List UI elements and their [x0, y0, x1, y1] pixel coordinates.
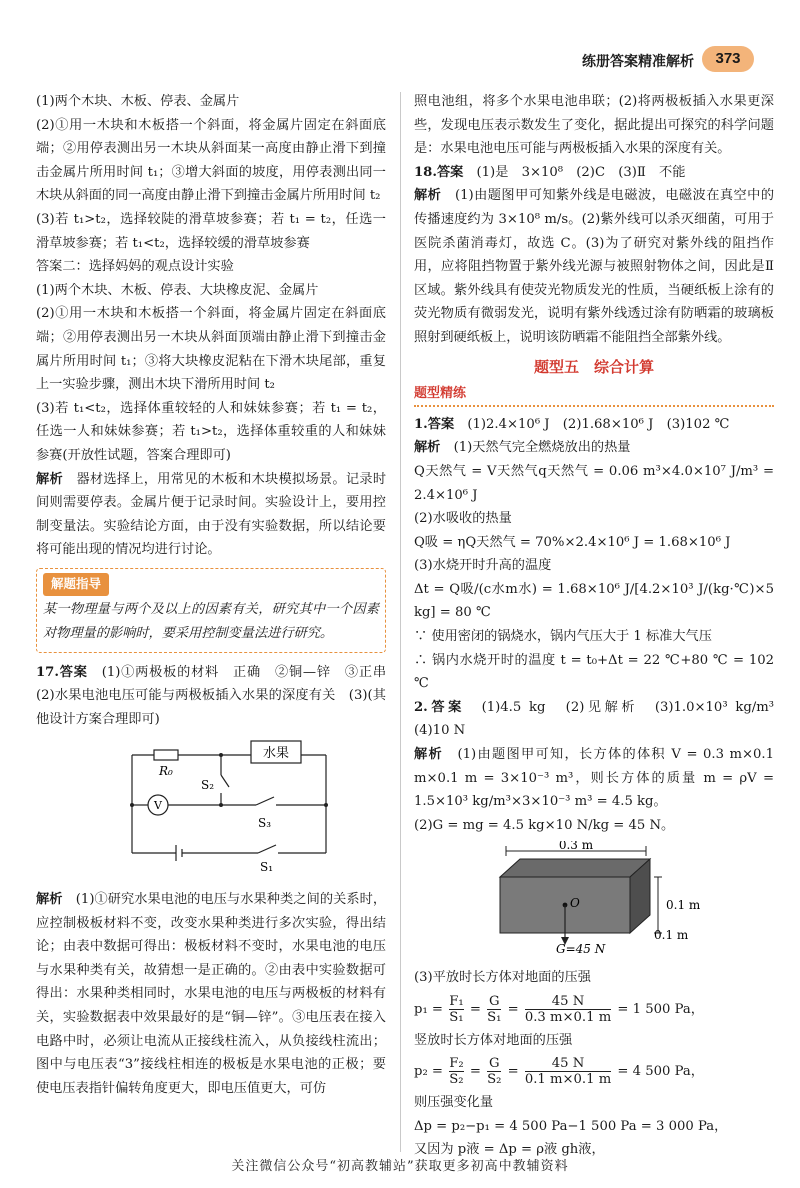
width-label: 0.1 m — [654, 928, 689, 943]
answer-text: (1)2.4×10⁶ J (2)1.68×10⁶ J (3)102 ℃ — [467, 416, 730, 432]
fraction — [487, 994, 501, 1025]
numerator: 45 N — [525, 994, 611, 1010]
s3-label: S₃ — [258, 816, 272, 831]
analysis-text: (1)①研究水果电池的电压与水果种类之间的关系时，应控制极板材料不变，改变水果种类进行多次实验，得出结论；由表中数据可得出：极板材料不变时，水果电池的电压与水果种类有关，故猜想一是正确的。②由表中实验数据可得出：水果种类相同时，水果电池的电压与两极板的材料有关，实验数据表中效果最好的是“铜—锌”。③电压表在接入电路中时，必须让电流从正接线柱流入，从负接线柱流出；图中与电压表“3”接线柱相连的极板是水果电池的正极；要使电压表指针偏转角度更大，即电压值更大，可仿 — [36, 892, 387, 1096]
numerator: 45 N — [525, 1056, 611, 1072]
analysis-text: 器材选择上，用常见的木板和木块模拟场景。记录时间则需要停表。金属片便于记录时间。实验设计上，要用控制变量法。实验结论方面，由于没有实验数据，所以结论要将可能出现的情况均进行讨论。 — [36, 471, 387, 558]
analysis-label: 解析 — [36, 892, 63, 908]
calc-1-answer — [414, 413, 774, 437]
denominator: S₁ — [487, 1009, 502, 1025]
paragraph: (2)①用一木块和木板搭一个斜面，将金属片固定在斜面底端；②用停表测出另一木块从斜面顶端由静止滑下到撞击金属片所用时间 t₁；③将大块橡皮泥粘在下滑木块尾部，重复上一实验步骤，测出木块下滑所用时间 t₂ — [36, 306, 386, 393]
answer-label: 答案 — [427, 699, 465, 715]
formula-line: ∴ 锅内水烧开时的温度 t = t₀+Δt = 22 ℃+80 ℃ = 102 ℃ — [414, 652, 774, 692]
height-label: 0.1 m — [666, 898, 701, 913]
length-label: 0.3 m — [558, 841, 594, 853]
answer-label: 答案 — [427, 416, 455, 432]
page-header — [0, 44, 800, 80]
denominator: S₂ — [449, 1072, 464, 1088]
paragraph: (3)若 t₁<t₂，选择体重较轻的人和妹妹参赛；若 t₁ = t₂，任选一人和妹妹参赛；若 t₁>t₂，选择体重较重的人和妹妹参赛(开放性试题，答案合理即可) — [36, 400, 386, 463]
weight-label: G=45 N — [556, 942, 606, 954]
paragraph: 照电池组，将多个水果电池串联；(2)将两极板插入水果更深些，发现电压表示数发生了变化，据此提出可探究的科学问题是：水果电池电压可能与两极板插入水果的深度有关。 — [414, 94, 774, 157]
paragraph: (1)两个木块、木板、停表、大块橡皮泥、金属片 — [36, 282, 319, 298]
analysis-text: (1)由题图甲可知，长方体的体积 V = 0.3 m×0.1 m×0.1 m = 3×10⁻³ m³，则长方体的质量 m = ρV = 1.5×10³ kg/m³×3×10⁻³ m³ = 4.5 kg。 — [414, 747, 775, 810]
formula-lhs: p₁ = — [414, 1001, 443, 1017]
analysis-label: 解析 — [414, 747, 443, 763]
fraction — [449, 1056, 463, 1087]
fruit-label: 水果 — [262, 746, 290, 762]
denominator: S₂ — [487, 1072, 502, 1088]
subsection-title: 题型精练 — [414, 381, 774, 407]
voltmeter-label: V — [154, 799, 162, 813]
paragraph: (2)①用一木块和木板搭一个斜面，将金属片固定在斜面底端；②用停表测出另一木块从斜面某一高度由静止滑下到撞击金属片所用时间 t₁；③增大斜面的坡度，用停表测出同一木块从斜面的同一高度由静止滑下到撞击金属片所用时间 t₂ — [36, 117, 386, 204]
s1-label: S₁ — [260, 860, 274, 875]
page-number: 373 — [702, 46, 754, 72]
formula-result: = 4 500 Pa， — [617, 1064, 704, 1080]
denominator: 0.1 m×0.1 m — [524, 1072, 612, 1088]
formula-line: 又因为 p液 = Δp = ρ液 gh液， — [414, 1142, 605, 1158]
tip-text: 某一物理量与两个及以上的因素有关，研究其中一个因素对物理量的影响时，要采用控制变量法进行研究。 — [43, 602, 379, 642]
center-label: O — [570, 896, 580, 911]
paragraph: 答案二：选择妈妈的观点设计实验 — [36, 259, 234, 275]
question-number: 18. — [414, 164, 437, 180]
text-line: 则压强变化量 — [414, 1095, 494, 1111]
answer-text: (1)①两极板的材料 正确 ②铜—锌 ③正串 (2)水果电池电压可能与两极板插入水果的深度有关 (3)(其他设计方案合理即可) — [36, 664, 400, 727]
formula-p1: p₁ = $\frac{\text{F₁}}{\text{S₁}}$ = $\frac{G}{\text{S₁}}$ = $\frac{45 N}{0.3 m\times 0.1 m}$ = 1 500 Pa， — [414, 993, 704, 1025]
formula-line: Q天然气 = V天然气q天然气 = 0.06 m³×4.0×10⁷ J/m³ = 2.4×10⁶ J — [414, 463, 774, 503]
circuit-svg — [36, 735, 386, 875]
question-18-analysis — [414, 184, 774, 349]
text-line: (2)水吸收的热量 — [414, 511, 512, 527]
question-18-answer — [414, 161, 774, 185]
question-17-analysis — [36, 888, 386, 1100]
calc-1-analysis-line — [414, 436, 774, 460]
circuit-diagram — [36, 735, 386, 884]
formula-p2: p₂ = $\frac{\text{F₂}}{\text{S₂}}$ = $\frac{G}{\text{S₂}}$ = $\frac{45 N}{0.1 m\times 0.1 m}$ = 4 500 Pa， — [414, 1056, 704, 1088]
denominator: S₁ — [449, 1009, 464, 1025]
numerator: F₁ — [449, 993, 464, 1009]
left-column — [36, 90, 400, 1100]
answer-text: (1)4.5 kg (2)见解析 (3)1.0×10³ kg/m³ (4)10 N — [414, 699, 788, 739]
analysis-label: 解析 — [36, 471, 63, 487]
header-title: 练册答案精准解析 — [582, 53, 694, 69]
r0-label: R₀ — [159, 764, 173, 779]
text-line: 竖放时长方体对地面的压强 — [414, 1032, 573, 1048]
analysis-label: 解析 — [414, 440, 441, 456]
text-line: (3)水烧开时升高的温度 — [414, 558, 552, 574]
question-17-answer — [36, 661, 400, 732]
calc-2-analysis — [414, 743, 774, 814]
calc-2-answer — [414, 696, 788, 743]
fraction — [449, 994, 463, 1025]
page-footer: 关注微信公众号“初高教辅站”获取更多初高中教辅资料 — [231, 1159, 569, 1174]
question-number: 1. — [414, 416, 428, 432]
column-divider — [400, 92, 401, 1152]
numerator: F₂ — [449, 1056, 464, 1072]
denominator: 0.3 m×0.1 m — [524, 1009, 612, 1025]
numerator: G — [488, 1056, 500, 1072]
tip-label: 解题指导 — [43, 573, 109, 597]
fraction — [525, 1056, 611, 1087]
analysis-label: 解析 — [414, 188, 442, 204]
tip-box — [36, 568, 386, 653]
question-number: 2. — [414, 699, 428, 715]
formula-line: Q吸 = ηQ天然气 = 70%×2.4×10⁶ J = 1.68×10⁶ J — [414, 534, 731, 550]
right-column — [414, 90, 788, 1162]
question-number: 17. — [36, 664, 59, 680]
fraction — [487, 1056, 501, 1087]
analysis-text: (1)由题图甲可知紫外线是电磁波，电磁波在真空中的传播速度约为 3×10⁸ m/s。(2)紫外线可以杀灭细菌，可用于医院杀菌消毒灯，故选 C。(3)为了研究对紫外线的阻挡作用，应将阻挡物置于紫外线光源与被照射物体之间，因此是Ⅱ区域。紫外线具有使荧光物质发光的性质，当硬纸板上涂有的荧光物质有微弱发光，说明有紫外线透过涂有防晒霜的玻璃板照射到硬纸板上，说明该防晒霜不能阻挡全部紫外线。 — [414, 188, 775, 345]
section-title: 题型五 综合计算 — [533, 358, 654, 376]
answer-text: (1)是 3×10⁸ (2)C (3)Ⅱ 不能 — [476, 164, 686, 180]
formula-line: Δp = p₂−p₁ = 4 500 Pa−1 500 Pa = 3 000 Pa， — [414, 1118, 728, 1134]
numerator: G — [488, 993, 500, 1009]
paragraph: (1)两个木块、木板、停表、金属片 — [36, 94, 240, 109]
text-line: ∵ 使用密闭的锅烧水，锅内气压大于 1 标准大气压 — [414, 629, 712, 645]
analysis-paragraph — [36, 468, 386, 562]
fraction — [525, 994, 611, 1025]
analysis-text: (1)天然气完全燃烧放出的热量 — [453, 440, 631, 456]
answer-label: 答案 — [58, 664, 88, 680]
text-line: (3)平放时长方体对地面的压强 — [414, 970, 591, 985]
formula-lhs: p₂ = — [414, 1064, 443, 1080]
formula-result: = 1 500 Pa， — [617, 1001, 704, 1017]
box-svg — [414, 841, 774, 953]
box-diagram — [414, 841, 774, 962]
s2-label: S₂ — [201, 778, 215, 793]
answer-label: 答案 — [436, 164, 464, 180]
formula-line: Δt = Q吸/(c水m水) = 1.68×10⁶ J/[4.2×10³ J/(kg·℃)×5 kg] = 80 ℃ — [414, 581, 774, 621]
paragraph: (3)若 t₁>t₂，选择较陡的滑草坡参赛；若 t₁ = t₂，任选一滑草坡参赛；若 t₁<t₂，选择较缓的滑草坡参赛 — [36, 211, 386, 251]
formula-line: (2)G = mg = 4.5 kg×10 N/kg = 45 N。 — [414, 817, 675, 833]
